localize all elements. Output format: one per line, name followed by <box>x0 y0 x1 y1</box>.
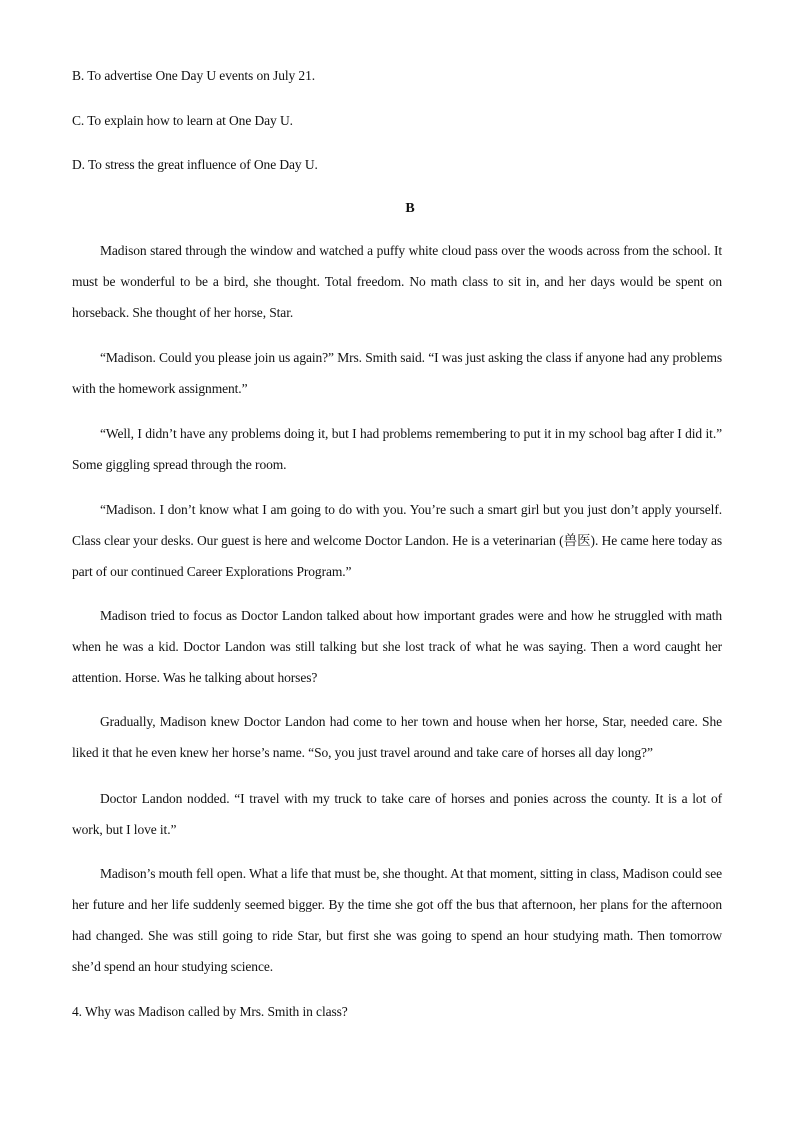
paragraph-6: Gradually, Madison knew Doctor Landon had come to her town and house when her horse, Star, needed care. She liked it that he even knew her horse’s name. “So, you just travel around and take care of horses all day long?” <box>72 714 722 760</box>
paragraph-4: “Madison. I don’t know what I am going to do with you. You’re such a smart girl but you just don’t apply yourself. Class clear your desks. Our guest is here and welcome Doctor Landon. He is a veterinarian (兽医). He came here today as part of our continued Career Explorations Program.” <box>72 502 722 579</box>
paragraph-1: Madison stared through the window and watched a puffy white cloud pass over the woods across from the school. It must be wonderful to be a bird, she thought. Total freedom. No math class to sit in, and her days would be spent on horseback. She thought of her horse, Star. <box>72 243 722 320</box>
question-4: 4. Why was Madison called by Mrs. Smith in class? <box>72 1004 348 1019</box>
option-c: C. To explain how to learn at One Day U. <box>72 113 293 128</box>
paragraph-5: Madison tried to focus as Doctor Landon talked about how important grades were and how he struggled with math when he was a kid. Doctor Landon was still talking but she lost track of what he was saying. Then a word caught her attention. Horse. Was he talking about horses? <box>72 608 722 685</box>
option-d: D. To stress the great influence of One Day U. <box>72 157 318 172</box>
section-title: B <box>405 201 415 216</box>
paragraph-8: Madison’s mouth fell open. What a life that must be, she thought. At that moment, sitting in class, Madison could see her future and her life suddenly seemed bigger. By the time she got off the bus that afternoon, her plans for the afternoon had changed. She was still going to ride Star, but first she was going to spend an hour studying math. Then tomorrow she’d spend an hour studying science. <box>72 866 722 974</box>
paragraph-7: Doctor Landon nodded. “I travel with my truck to take care of horses and ponies across the county. It is a lot of work, but I love it.” <box>72 791 722 837</box>
paragraph-3: “Well, I didn’t have any problems doing it, but I had problems remembering to put it in my school bag after I did it.” Some giggling spread through the room. <box>72 426 722 472</box>
paragraph-2: “Madison. Could you please join us again?” Mrs. Smith said. “I was just asking the class if anyone had any problems with the homework assignment.” <box>72 350 722 396</box>
option-b: B. To advertise One Day U events on July 21. <box>72 68 315 83</box>
